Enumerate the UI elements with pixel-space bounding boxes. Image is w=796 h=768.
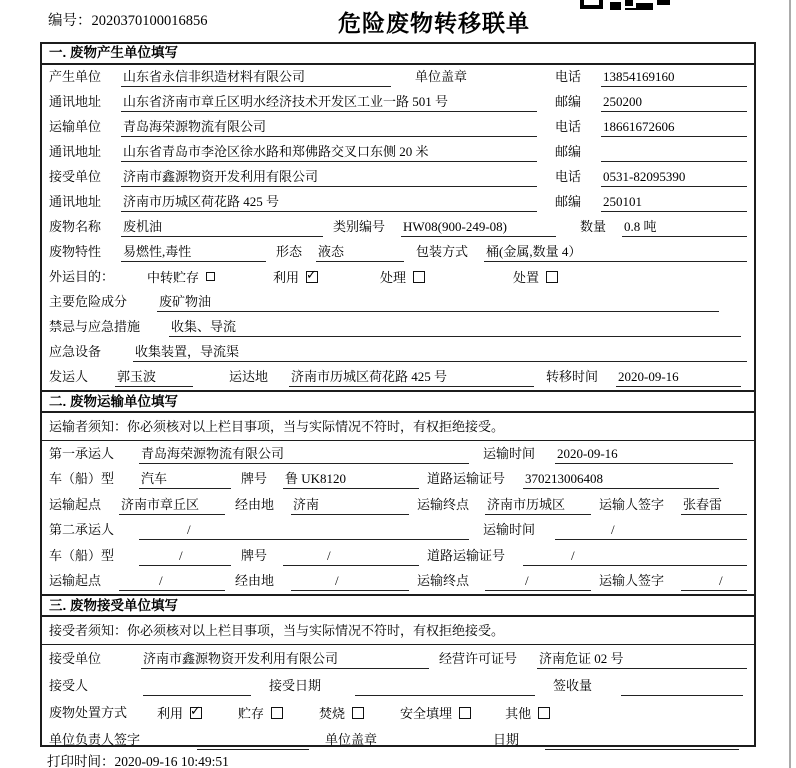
checkbox-item (319, 703, 364, 723)
checkbox-label: 其他 (505, 706, 532, 721)
field-label: 接受日期 (269, 678, 322, 693)
field-value: 250200 (601, 94, 747, 112)
field-label: 外运目的： (49, 269, 115, 284)
field-label: 邮编 (555, 94, 582, 109)
field-label: 运输时间 (483, 522, 536, 537)
checkbox-label: 中转贮存 (147, 270, 200, 285)
form-row (42, 492, 754, 518)
checkbox-unchecked-icon (271, 707, 283, 719)
form-row (42, 115, 754, 140)
field-value: 济南市历城区 (485, 494, 591, 515)
field-value: 废机油 (121, 216, 323, 237)
stamp-fragment (610, 2, 621, 10)
field-value: / (291, 573, 409, 591)
field-value: 济南市章丘区 (119, 494, 225, 515)
field-value: 18661672606 (601, 119, 747, 137)
field-label: 第二承运人 (49, 522, 115, 537)
field-value: 收集、导流 (169, 316, 741, 337)
field-value: 250101 (601, 194, 747, 212)
doc-number-value: 2020370100016856 (91, 13, 208, 29)
field-label: 电话 (555, 169, 582, 184)
form-row (42, 190, 754, 215)
field-value: 山东省济南市章丘区明水经济技术开发区工业一路 501 号 (121, 91, 537, 112)
field-label: 道路运输证号 (427, 471, 506, 486)
field-label: 通讯地址 (49, 94, 102, 109)
field-label: 主要危险成分 (49, 294, 128, 309)
field-value: / (283, 548, 419, 566)
field-label: 通讯地址 (49, 194, 102, 209)
checkbox-unchecked-icon (538, 707, 550, 719)
form-row (42, 645, 754, 672)
field-value: 张春雷 (681, 494, 747, 515)
checkbox-item (513, 267, 558, 287)
checkbox-item (157, 703, 202, 723)
field-value: 桶(金属,数量 4） (484, 241, 747, 262)
page-title: 危险废物转移联单 (338, 10, 530, 36)
field-value: 易燃性,毒性 (121, 241, 266, 262)
checkbox-label: 利用 (157, 706, 184, 721)
field-label: 包装方式 (416, 244, 469, 259)
form-row (42, 699, 754, 726)
stamp-fragment (625, 8, 653, 10)
field-label: 签收量 (553, 678, 593, 693)
field-label: 牌号 (241, 471, 268, 486)
field-label: 邮编 (555, 194, 582, 209)
field-value: 收集装置，导流渠 (133, 341, 747, 362)
section-header: 一. 废物产生单位填写 (42, 44, 754, 65)
checkbox-item (147, 267, 215, 287)
print-time (47, 750, 229, 768)
stamp-fragment (580, 0, 603, 9)
field-value: 郭玉波 (115, 366, 193, 387)
field-value: 济南市历城区荷花路 425 号 (289, 366, 534, 387)
checkbox-label: 利用 (273, 270, 300, 285)
doc-number (48, 9, 208, 30)
form-row (42, 441, 754, 467)
checkbox-unchecked-icon (206, 272, 215, 281)
field-value: 液态 (316, 241, 404, 262)
form-row (42, 165, 754, 190)
field-label: 经由地 (235, 496, 275, 512)
field-label: 应急设备 (49, 344, 102, 359)
field-value: / (523, 548, 747, 566)
field-label: 接受单位 (49, 169, 102, 184)
field-label: 车（船）型 (49, 547, 115, 563)
checkbox-checked-icon (190, 703, 202, 719)
field-label: 运输时间 (483, 445, 536, 461)
field-value: 济南市鑫源物资开发利用有限公司 (141, 648, 429, 669)
field-label: 废物处置方式 (49, 705, 128, 720)
field-label: 数量 (580, 219, 607, 234)
stamp-fragment (657, 0, 670, 5)
form-row (42, 290, 754, 315)
form-table (40, 42, 756, 747)
field-value: / (119, 573, 225, 591)
checkbox-unchecked-icon (546, 271, 558, 283)
field-label: 接受人 (49, 678, 89, 693)
field-value (601, 145, 747, 162)
field-value: 0.8 吨 (622, 216, 747, 237)
field-label: 邮编 (555, 144, 582, 159)
checkbox-label: 安全填埋 (400, 706, 453, 721)
field-label: 经由地 (235, 573, 275, 588)
form-row (42, 215, 754, 240)
field-value: / (485, 573, 591, 591)
checkbox-label: 焚烧 (319, 706, 346, 721)
clipped-stamp-icon (580, 0, 672, 10)
notice-row (42, 617, 754, 645)
field-label: 发运人 (49, 369, 89, 384)
field-value (545, 733, 739, 750)
doc-number-label: 编号： (48, 13, 92, 29)
field-label: 类别编号 (333, 219, 386, 234)
checkbox-label: 处理 (380, 270, 407, 285)
field-label: 运输起点 (49, 573, 102, 588)
notice-row (42, 413, 754, 441)
form-row (42, 65, 754, 90)
field-label: 牌号 (241, 547, 268, 563)
field-value: 2020-09-16 (616, 369, 741, 387)
field-label: 运输终点 (417, 573, 470, 588)
field-value: 370213006408 (523, 471, 719, 489)
field-label: 单位盖章 (325, 732, 378, 747)
field-value: 2020-09-16 (555, 446, 733, 464)
field-value: 13854169160 (601, 69, 747, 87)
field-label: 车（船）型 (49, 471, 115, 486)
form-row (42, 726, 754, 753)
field-label: 转移时间 (546, 369, 599, 384)
field-value: 山东省永信非织造材料有限公司 (121, 66, 391, 87)
form-row (42, 140, 754, 165)
form-row (42, 365, 754, 390)
form-row (42, 340, 754, 365)
field-label: 接受单位 (49, 651, 102, 666)
field-label: 电话 (555, 69, 582, 84)
field-label: 经营许可证号 (439, 651, 518, 666)
print-time-value: 2020-09-16 10:49:51 (114, 754, 229, 768)
field-label: 接受者须知：你必须核对以上栏目事项，当与实际情况不符时，有权拒绝接受。 (49, 623, 505, 638)
field-value: / (139, 522, 469, 540)
field-value (197, 733, 309, 750)
field-label: 通讯地址 (49, 144, 102, 159)
field-label: 废物名称 (49, 219, 102, 234)
form-row (42, 672, 754, 699)
field-label: 运输人签字 (599, 496, 665, 512)
field-label: 运输单位 (49, 119, 102, 134)
field-label: 运达地 (229, 369, 269, 384)
field-value: HW08(900-249-08) (401, 219, 556, 237)
field-label: 单位负责人签字 (49, 732, 141, 747)
check-mark: ✓ (190, 703, 201, 719)
field-value: 鲁 UK8120 (283, 468, 419, 489)
field-label: 运输起点 (49, 496, 102, 512)
field-value: 济南市历城区荷花路 425 号 (121, 191, 537, 212)
field-value: 青岛海荣源物流有限公司 (121, 116, 537, 137)
field-label: 产生单位 (49, 69, 102, 84)
field-value: 济南危证 02 号 (537, 648, 747, 669)
checkbox-unchecked-icon (352, 707, 364, 719)
checkbox-item (380, 267, 425, 287)
section-header: 二. 废物运输单位填写 (42, 390, 754, 413)
field-label: 形态 (276, 244, 303, 259)
field-value: 山东省青岛市李沧区徐水路和郑佛路交叉口东侧 20 米 (121, 141, 537, 162)
checkbox-label: 处置 (513, 270, 540, 285)
form-row (42, 315, 754, 340)
field-value (143, 679, 251, 696)
field-label: 电话 (555, 119, 582, 134)
section-header: 三. 废物接受单位填写 (42, 594, 754, 617)
field-value: 青岛海荣源物流有限公司 (139, 443, 469, 464)
field-value (621, 679, 743, 696)
checkbox-unchecked-icon (413, 271, 425, 283)
checkbox-checked-icon (306, 267, 318, 283)
field-label: 运输终点 (417, 496, 470, 512)
checkbox-label: 贮存 (238, 706, 265, 721)
form-row (42, 467, 754, 493)
checkbox-item (400, 703, 471, 723)
field-label: 废物特性 (49, 244, 102, 259)
field-value: / (681, 573, 747, 591)
field-value: / (555, 522, 747, 540)
checkbox-unchecked-icon (459, 707, 471, 719)
check-mark: ✓ (306, 267, 317, 283)
form-row (42, 543, 754, 569)
field-label: 道路运输证号 (427, 547, 506, 563)
field-label: 第一承运人 (49, 445, 115, 461)
page-edge-line (789, 0, 791, 768)
field-label: 禁忌与应急措施 (49, 319, 141, 334)
checkbox-item (273, 267, 318, 287)
field-value (355, 679, 535, 696)
field-label: 单位盖章 (415, 69, 468, 84)
field-value: 济南市鑫源物资开发利用有限公司 (121, 166, 537, 187)
form-row (42, 569, 754, 595)
checkbox-item (505, 703, 550, 723)
checkbox-item (238, 703, 283, 723)
field-value: 废矿物油 (157, 291, 719, 312)
print-time-label: 打印时间： (47, 754, 115, 768)
field-value: 0531-82095390 (601, 169, 747, 187)
field-label: 运输人签字 (599, 573, 665, 588)
field-value: 汽车 (139, 468, 231, 489)
field-label: 运输者须知：你必须核对以上栏目事项，当与实际情况不符时，有权拒绝接受。 (49, 419, 505, 434)
form-row (42, 90, 754, 115)
field-value: / (139, 548, 231, 566)
form-row (42, 518, 754, 544)
form-row (42, 240, 754, 265)
stamp-fragment (625, 0, 633, 6)
field-value: 济南 (291, 494, 409, 515)
form-row (42, 265, 754, 290)
field-label: 日期 (493, 732, 520, 747)
